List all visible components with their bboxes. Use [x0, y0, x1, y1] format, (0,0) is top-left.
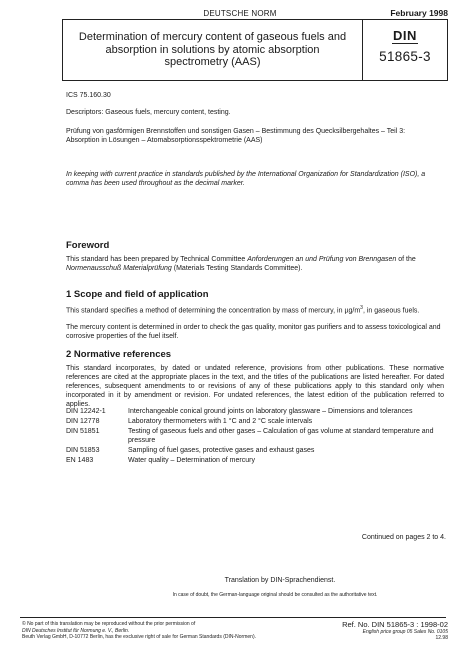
publication-date: February 1998	[390, 8, 448, 18]
descriptors: Descriptors: Gaseous fuels, mercury content, testing.	[66, 109, 231, 116]
normative-references-paragraph: This standard incorporates, by dated or undated reference, provisions from other publications. These normative references are cited at the appropriate places in the text, and the titles of the publications are listed hereafter. For dated references, subsequent amendments to or revisions of any of these publications apply to this standard only when incorporated in it by amendment or revision. For undated references, the latest edition of the publication referred to applies.	[66, 365, 444, 408]
reference-row	[66, 427, 446, 446]
reference-row	[66, 446, 446, 456]
foreword-text	[66, 255, 446, 273]
title-box	[62, 19, 448, 81]
reference-code: EN 1483	[66, 457, 94, 464]
copyright-line: DIN Deutsches Institut für Normung e. V., Berlin.	[22, 627, 130, 634]
foreword-text-part: This standard has been prepared by Technical Committee	[66, 256, 248, 263]
reference-row	[66, 456, 446, 466]
reference-title: Laboratory thermometers with 1 °C and 2 °C scale intervals	[128, 418, 313, 425]
normative-references-heading: 2 Normative references	[66, 349, 172, 360]
reference-code: DIN 51851	[66, 428, 100, 435]
copyright-notice	[22, 621, 332, 641]
foreword-heading: Foreword	[66, 240, 110, 251]
din-number: 51865-3	[379, 49, 431, 64]
authoritative-text-note: In case of doubt, the German-language original should be consulted as the authoritative text.	[172, 592, 378, 598]
din-logo: DIN	[393, 28, 417, 43]
print-date-code: 12.98	[435, 635, 448, 641]
scope-text: This standard specifies a method of determining the concentration by mass of mercury, in µg/m	[66, 307, 361, 315]
parent-committee-name: Normenausschuß Materialprüfung	[66, 265, 172, 272]
reference-title: Interchangeable conical ground joints on laboratory glassware – Dimensions and tolerances	[128, 408, 413, 415]
copyright-line: Beuth Verlag GmbH, D-10772 Berlin, has the exclusive right of sale for German Standards (DIN-Normen).	[22, 634, 256, 640]
scope-paragraph-1	[66, 304, 446, 315]
reference-title: Water quality – Determination of mercury	[128, 457, 255, 464]
foreword-text-part: of the	[396, 256, 416, 263]
foreword-text-part: (Materials Testing Standards Committee).	[171, 265, 303, 272]
scope-heading: 1 Scope and field of application	[66, 289, 209, 300]
unit-superscript: 3	[360, 305, 363, 311]
reference-number: Ref. No. DIN 51865-3 : 1998-02	[342, 620, 448, 629]
reference-code: DIN 12242-1	[66, 408, 106, 415]
reference-row	[66, 417, 446, 427]
price-group: English price group 05 Sales No. 0105	[362, 629, 448, 635]
iso-decimal-note: In keeping with current practice in standards published by the International Organization for Standardization (ISO), a comma has been used throughout as the decimal marker.	[66, 171, 426, 187]
din-badge	[363, 20, 447, 80]
scope-paragraph-2: The mercury content is determined in order to check the gas quality, monitor gas purifiers and to assess toxicological and corrosive properties of the fuel itself.	[66, 324, 441, 340]
german-title: Prüfung von gasförmigen Brennstoffen und sonstigen Gasen – Bestimmung des Quecksilbergehaltes – Teil 3: Absorption in Lösungen – Atomabsorptionsspektrometrie (AAS)	[66, 128, 406, 144]
references-table	[66, 407, 446, 466]
committee-name: Anforderungen an und Prüfung von Brenngasen	[247, 256, 397, 263]
reference-title: Testing of gaseous fuels and other gases – Calculation of gas volume at standard temperature and pressure	[128, 428, 434, 444]
reference-title: Sampling of fuel gases, protective gases and exhaust gases	[128, 447, 315, 454]
translation-note: Translation by DIN-Sprachendienst.	[224, 577, 336, 584]
reference-block	[342, 620, 448, 641]
scope-text: , in gaseous fuels.	[362, 307, 420, 315]
copyright-line: © No part of this translation may be reproduced without the prior permission of	[22, 621, 196, 627]
reference-code: DIN 51853	[66, 447, 100, 454]
continued-note: Continued on pages 2 to 4.	[361, 534, 446, 541]
standard-body-label: DEUTSCHE NORM	[203, 9, 277, 18]
reference-row	[66, 407, 446, 417]
footer-divider	[20, 617, 446, 618]
reference-code: DIN 12778	[66, 418, 100, 425]
ics-code: ICS 75.160.30	[66, 92, 111, 99]
document-title: Determination of mercury content of gaseous fuels and absorption in solutions by atomic absorption spectrometry (AAS)	[63, 20, 363, 80]
